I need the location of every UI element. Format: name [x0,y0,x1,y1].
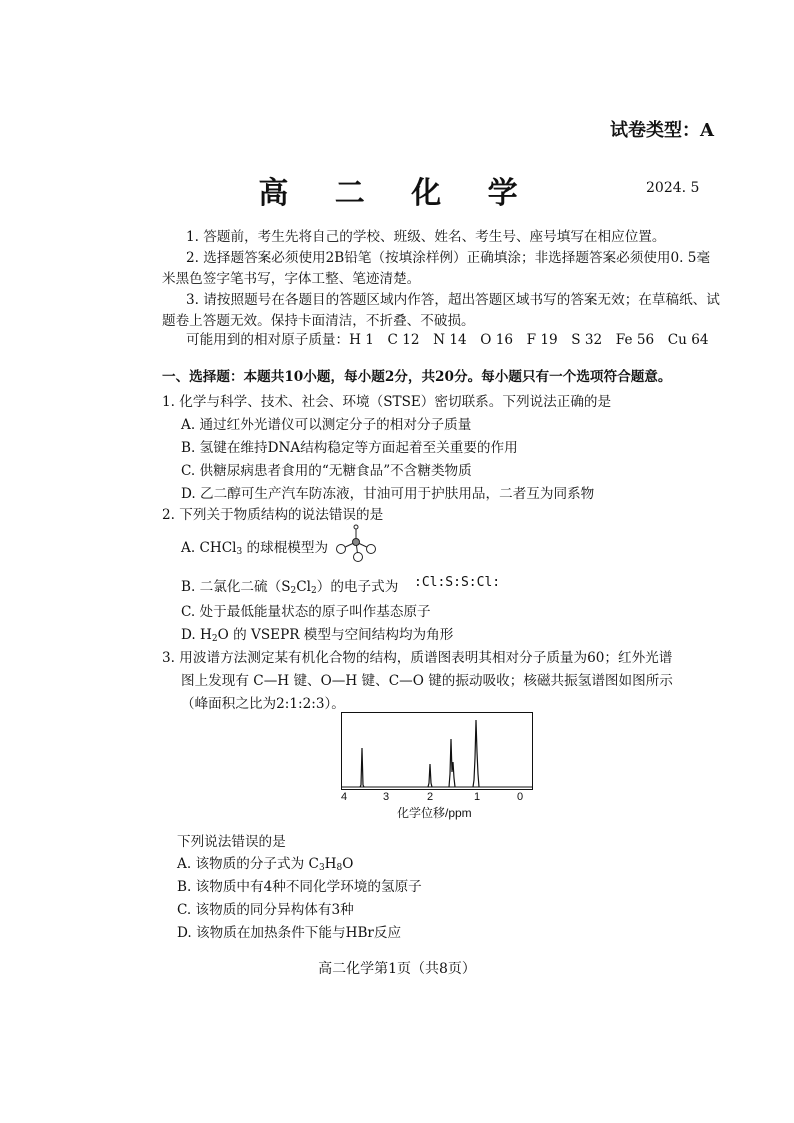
paper-type: 试卷类型：A [610,120,714,141]
q1-option-d: D. 乙二醇可生产汽车防冻液，甘油可用于护肤用品，二者互为同系物 [181,486,595,502]
nmr-x-axis-label: 化学位移/ppm [397,806,472,820]
exam-date: 2024. 5 [646,180,700,196]
page-title: 高 二 化 学 [258,176,536,211]
page-footer: 高二化学第1页（共8页） [318,961,476,977]
q1-option-b: B. 氢键在维持DNA结构稳定等方面起着至关重要的作用 [181,440,518,456]
instruction-2: 2. 选择题答案必须使用2B铅笔（按填涂样例）正确填涂；非选择题答案必须使用0. 5毫米黑色签字笔书写，字体工整、笔迹清楚。 [162,250,711,287]
q2-option-d: D. $H_2O$ 的 VSEPR 模型与空间结构均为角形 [181,627,454,644]
section-heading: 一、选择题：本题共10小题，每小题2分，共20分。每小题只有一个选项符合题意。 [162,369,672,385]
q3-option-b: B. 该物质中有4种不同化学环境的氢原子 [177,879,422,895]
instruction-3: 3. 请按照题号在各题目的答题区域内作答，超出答题区域书写的答案无效；在草稿纸、试题卷上答题无效。保持卡面清洁，不折叠、不破损。 [162,292,720,329]
atomic-masses: 可能用到的相对原子质量：H 1 C 12 N 14 O 16 F 19 S 32 Fe 56 Cu 64 [186,332,709,348]
nmr-tick-0: 0 [517,791,524,803]
s2cl2-electron-formula: :Cl:S:S:Cl: [414,575,501,590]
question-3-stem-line-3: （峰面积之比为2:1:2:3）。 [181,696,345,712]
nmr-tick-3: 3 [383,791,390,803]
q2-option-c: C. 处于最低能量状态的原子叫作基态原子 [181,604,431,620]
nmr-tick-1: 1 [474,791,481,803]
question-2-stem: 2. 下列关于物质结构的说法错误的是 [162,507,384,523]
instruction-1: 1. 答题前，考生先将自己的学校、班级、姓名、考生号、座号填写在相应位置。 [186,229,666,245]
question-3-stem-line-1: 3. 用波谱方法测定某有机化合物的结构，质谱图表明其相对分子质量为60；红外光谱 [162,650,673,666]
ball-and-stick-model-icon [334,524,378,564]
nmr-tick-4: 4 [341,791,348,803]
q1-option-c: C. 供糖尿病患者食用的“无糖食品”不含糖类物质 [181,463,472,479]
q3-option-a: A. 该物质的分子式为 $C_3H_8O$ [177,856,354,873]
question-1-stem: 1. 化学与科学、技术、社会、环境（STSE）密切联系。下列说法正确的是 [162,394,612,410]
question-3-ask: 下列说法错误的是 [177,834,286,850]
nmr-spectrum-figure [341,712,533,822]
q1-option-a: A. 通过红外光谱仪可以测定分子的相对分子质量 [181,417,472,433]
q2-option-b: B. 二氯化二硫$(S_2Cl_2)$的电子式为 [181,579,399,596]
question-3-stem-line-2: 图上发现有 C—H 键、O—H 键、C—O 键的振动吸收；核磁共振氢谱图如图所示 [181,673,673,689]
q2-option-a: A. CHCl$_3$ 的球棍模型为 [181,540,329,557]
nmr-tick-2: 2 [427,791,434,803]
q3-option-c: C. 该物质的同分异构体有3种 [177,902,354,918]
q3-option-d: D. 该物质在加热条件下能与HBr反应 [177,925,402,941]
